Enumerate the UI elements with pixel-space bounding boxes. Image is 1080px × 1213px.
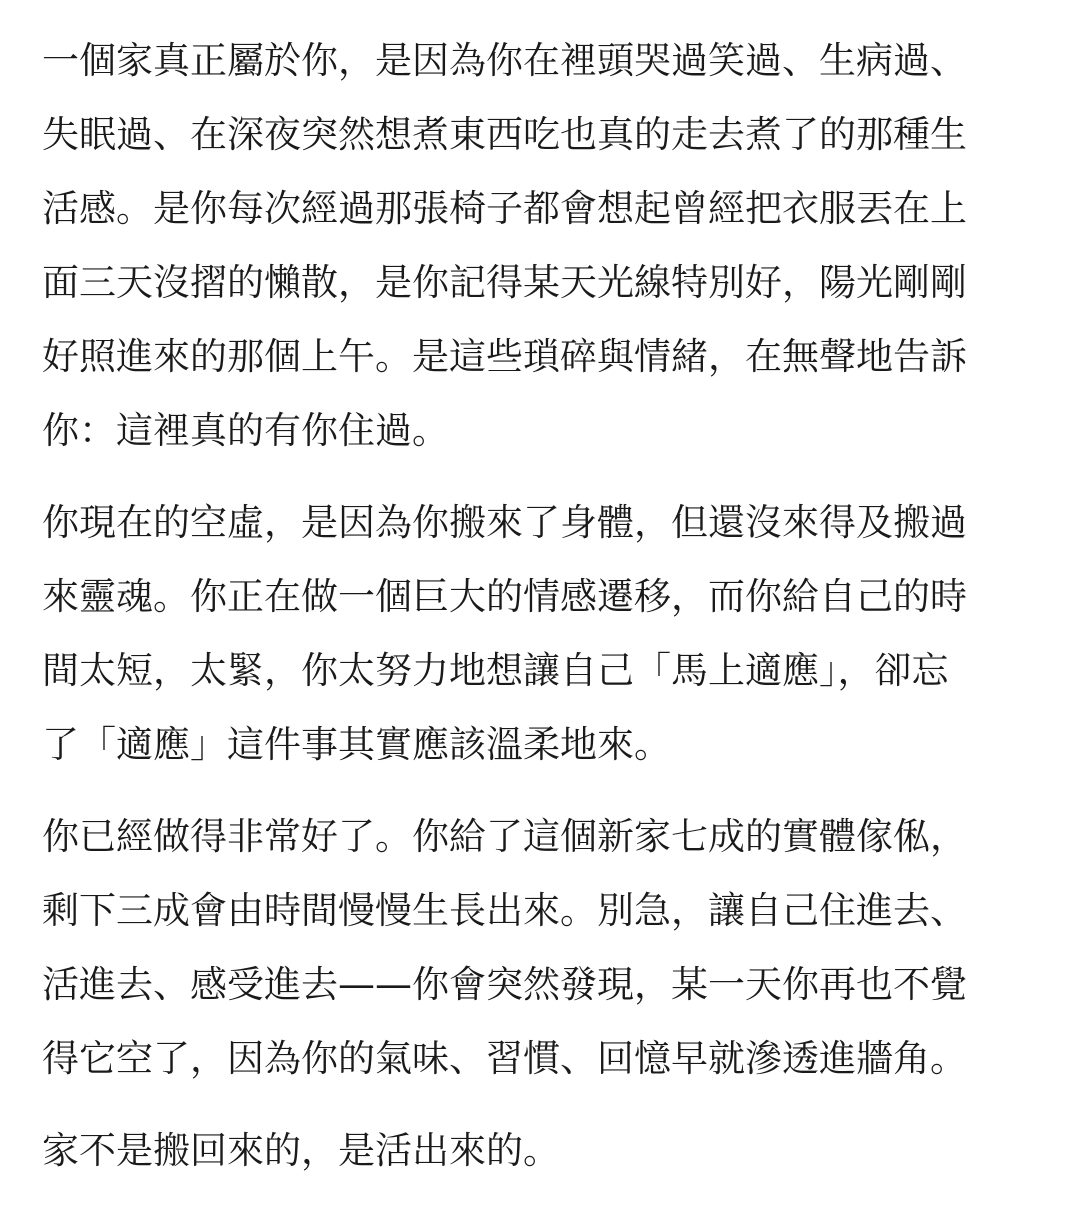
text-line: 間太短，太緊，你太努力地想讓自己「馬上適應」，卻忘 (42, 649, 949, 692)
text-line: 家不是搬回來的，是活出來的。 (42, 1129, 560, 1172)
paragraph-3 (42, 800, 1042, 1096)
text-line: 失眠過、在深夜突然想煮東西吃也真的走去煮了的那種生 (42, 113, 967, 156)
text-line: 來靈魂。你正在做一個巨大的情感遷移，而你給自己的時 (42, 575, 967, 618)
text-line: 好照進來的那個上午。是這些瑣碎與情緒，在無聲地告訴 (42, 335, 967, 378)
paragraph-1 (42, 24, 1042, 468)
article-body (42, 24, 1042, 1188)
text-line: 了「適應」這件事其實應該溫柔地來。 (42, 723, 671, 766)
text-line: 你已經做得非常好了。你給了這個新家七成的實體傢俬， (42, 815, 967, 858)
paragraph-4 (42, 1114, 1042, 1188)
text-line: 你現在的空虛，是因為你搬來了身體，但還沒來得及搬過 (42, 501, 967, 544)
text-line: 一個家真正屬於你，是因為你在裡頭哭過笑過、生病過、 (42, 39, 967, 82)
text-line: 活感。是你每次經過那張椅子都會想起曾經把衣服丟在上 (42, 187, 967, 230)
text-line: 剩下三成會由時間慢慢生長出來。別急，讓自己住進去、 (42, 889, 967, 932)
text-line: 面三天沒摺的懶散，是你記得某天光線特別好，陽光剛剛 (42, 261, 967, 304)
text-line: 得它空了，因為你的氣味、習慣、回憶早就滲透進牆角。 (42, 1037, 967, 1080)
paragraph-2 (42, 486, 1042, 782)
text-line: 你：這裡真的有你住過。 (42, 409, 449, 452)
text-line: 活進去、感受進去——你會突然發現，某一天你再也不覺 (42, 963, 967, 1006)
